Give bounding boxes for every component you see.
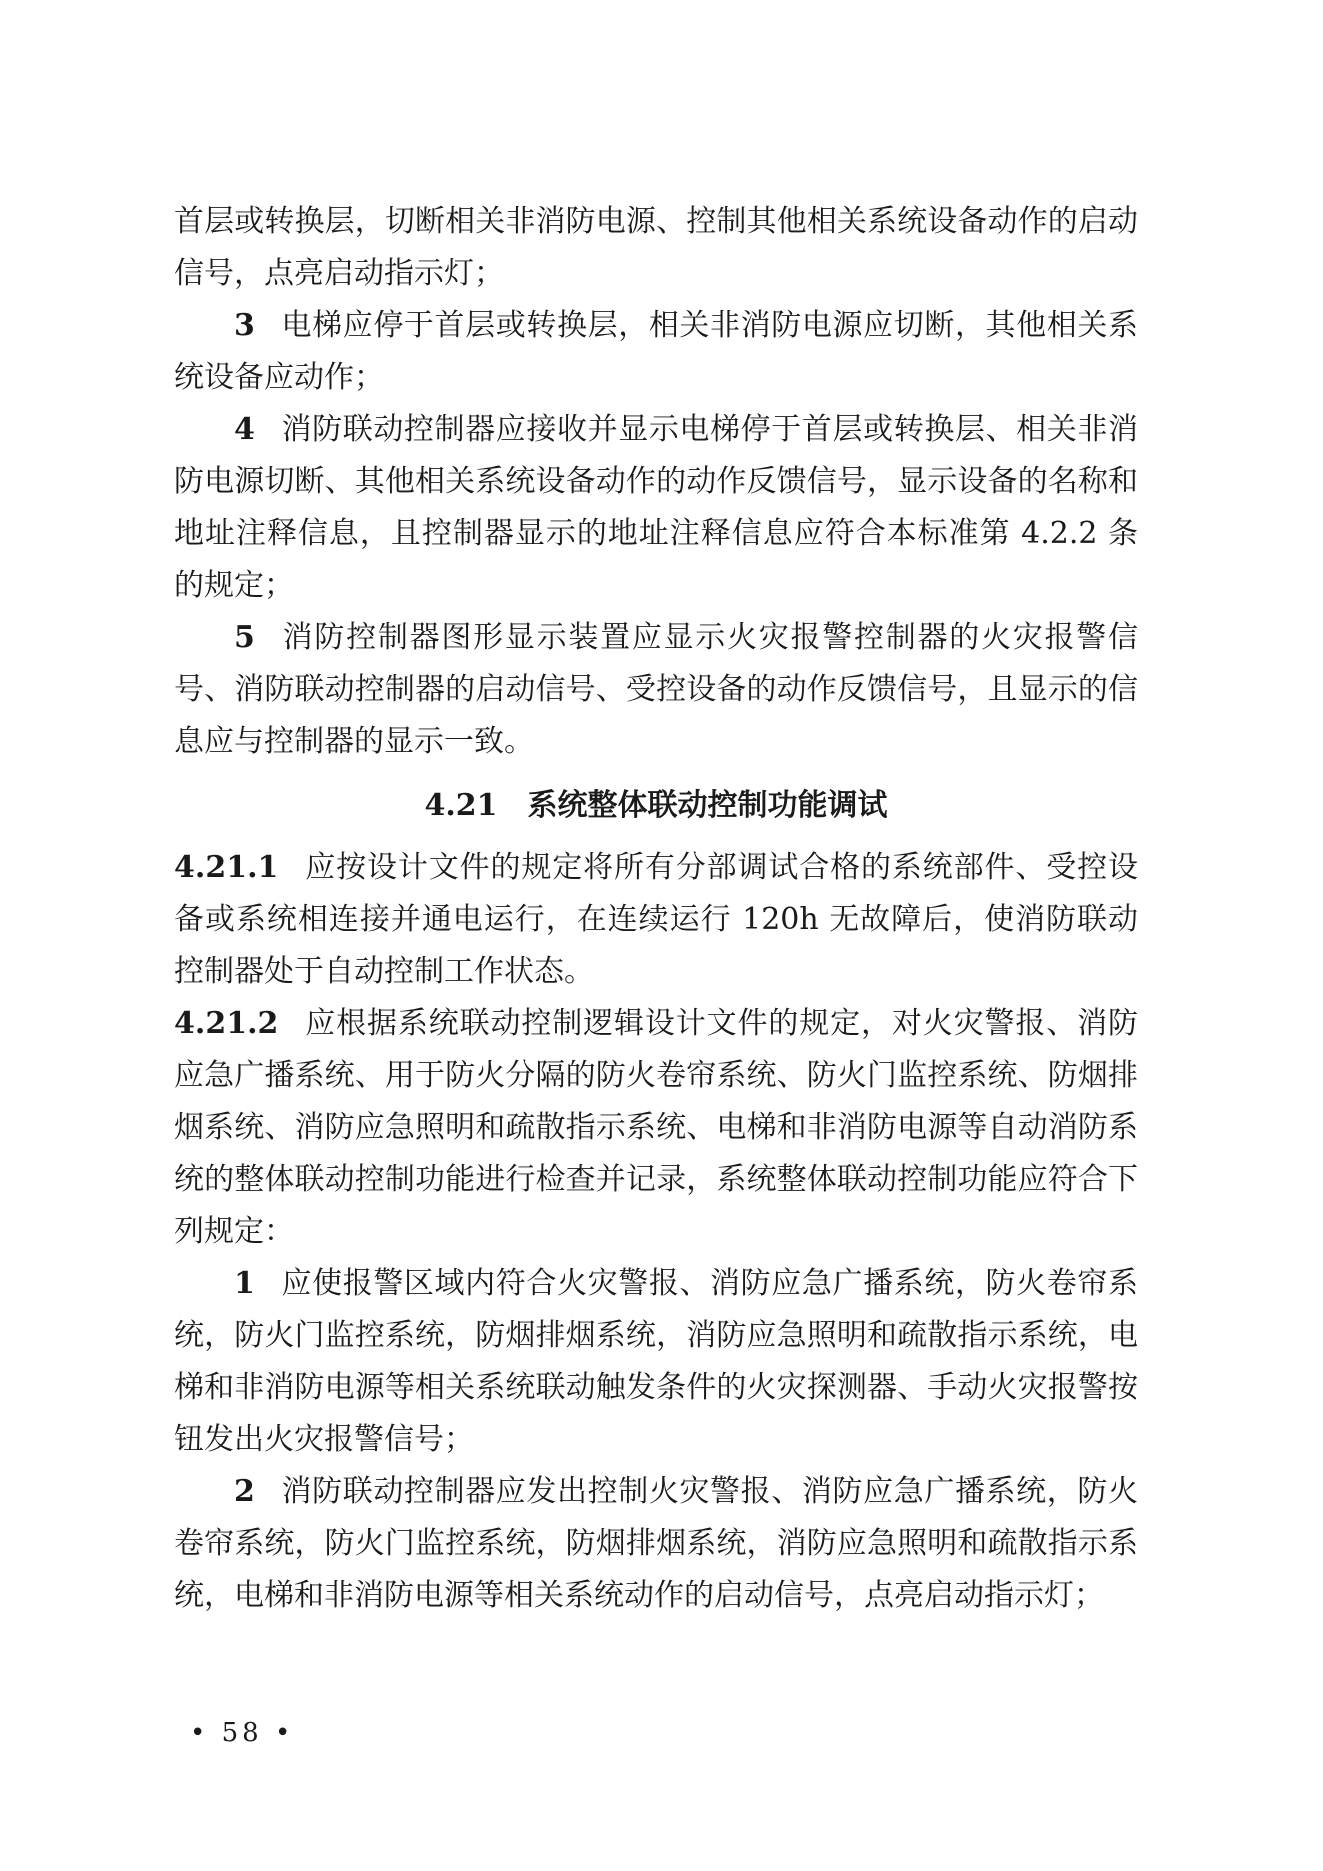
list-item (174, 612, 1138, 768)
section-title-text: 系统整体联动控制功能调试 (527, 788, 888, 823)
document-page (174, 196, 1138, 1622)
item-text: 电梯应停于首层或转换层，相关非消防电源应切断，其他相关系统设备应动作； (174, 308, 1138, 395)
clause-paragraph (174, 842, 1138, 998)
list-item (174, 1466, 1138, 1622)
item-text: 应使报警区域内符合火灾警报、消防应急广播系统，防火卷帘系统，防火门监控系统，防烟排烟系统，消防应急照明和疏散指示系统，电梯和非消防电源等相关系统联动触发条件的火灾探测器、手动火灾报警按钮发出火灾报警信号； (174, 1266, 1138, 1457)
list-item (174, 300, 1138, 404)
clause-number: 4.21.2 (174, 1006, 279, 1041)
clause-number: 4.21.1 (174, 850, 279, 885)
clause-paragraph (174, 998, 1138, 1258)
continuation-paragraph (174, 196, 1138, 300)
page-number: • 58 • (190, 1718, 295, 1748)
continuation-text: 首层或转换层，切断相关非消防电源、控制其他相关系统设备动作的启动信号，点亮启动指示灯； (174, 204, 1138, 291)
item-number: 3 (234, 308, 255, 343)
section-heading (174, 780, 1138, 832)
item-number: 4 (234, 412, 255, 447)
item-text: 消防控制器图形显示装置应显示火灾报警控制器的火灾报警信号、消防联动控制器的启动信号、受控设备的动作反馈信号，且显示的信息应与控制器的显示一致。 (174, 620, 1138, 759)
item-number: 1 (234, 1266, 255, 1301)
item-number: 5 (234, 620, 255, 655)
item-number: 2 (234, 1474, 255, 1509)
clause-text: 应按设计文件的规定将所有分部调试合格的系统部件、受控设备或系统相连接并通电运行，在连续运行 120h 无故障后，使消防联动控制器处于自动控制工作状态。 (174, 850, 1138, 989)
list-item (174, 1258, 1138, 1466)
item-text: 消防联动控制器应接收并显示电梯停于首层或转换层、相关非消防电源切断、其他相关系统设备动作的动作反馈信号，显示设备的名称和地址注释信息，且控制器显示的地址注释信息应符合本标准第 4.2.2 条的规定； (174, 412, 1138, 603)
section-number: 4.21 (424, 788, 498, 823)
clause-text: 应根据系统联动控制逻辑设计文件的规定，对火灾警报、消防应急广播系统、用于防火分隔的防火卷帘系统、防火门监控系统、防烟排烟系统、消防应急照明和疏散指示系统、电梯和非消防电源等自动消防系统的整体联动控制功能进行检查并记录，系统整体联动控制功能应符合下列规定： (174, 1006, 1138, 1249)
list-item (174, 404, 1138, 612)
item-text: 消防联动控制器应发出控制火灾警报、消防应急广播系统，防火卷帘系统，防火门监控系统，防烟排烟系统，消防应急照明和疏散指示系统，电梯和非消防电源等相关系统动作的启动信号，点亮启动指示灯； (174, 1474, 1138, 1613)
